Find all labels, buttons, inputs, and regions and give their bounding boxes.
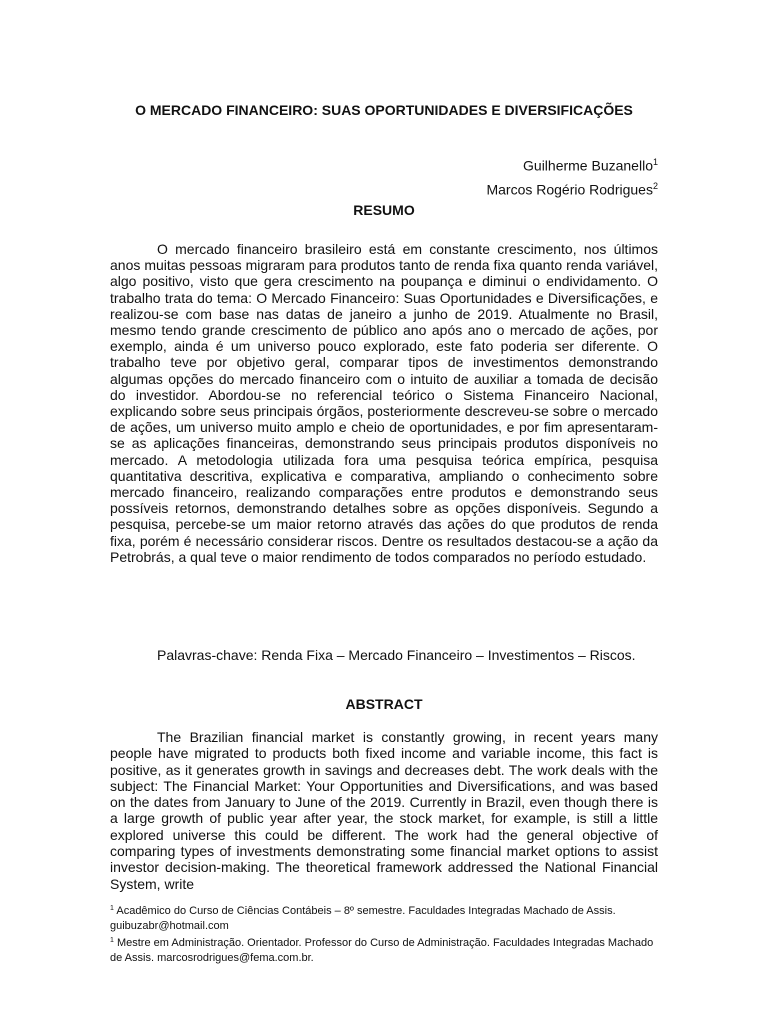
author-1: [486, 152, 658, 176]
footnote-marker: 2: [652, 180, 658, 191]
abstract-heading: ABSTRACT: [345, 696, 423, 712]
footnote-marker: 1: [110, 905, 114, 912]
resumo-body: O mercado financeiro brasileiro está em constante crescimento, nos últimos anos muitas pessoas migraram para produtos tanto de renda fixa quanto renda variável, algo positivo, visto que gera crescimento na poupança e diminui o endividamento. O trabalho trata do tema: O Mercado Financeiro: Suas Oportunidades e Diversificações, e realizou-se com base nas datas de janeiro a junho de 2019. Atualmente no Brasil, mesmo tendo grande crescimento de público ano após ano o mercado de ações, por exemplo, ainda é um universo pouco explorado, este fato poderia ser diferente. O trabalho teve por objetivo geral, comparar tipos de investimentos demonstrando algumas opções do mercado financeiro com o intuito de auxiliar a tomada de decisão do investidor. Abordou-se no referencial teórico o Sistema Financeiro Nacional, explicando sobre seus principais órgãos, posteriormente descreveu-se sobre o mercado de ações, um universo muito amplo e cheio de oportunidades, e por fim apresentaram-se as aplicações financeiras, demonstrando seus principais produtos disponíveis no mercado. A metodologia utilizada fora uma pesquisa teórica empírica, pesquisa quantitativa descritiva, explicativa e comparativa, ampliando o conhecimento sobre mercado financeiro, realizando comparações entre produtos e demonstrando seus possíveis retornos, demonstrando detalhes sobre as opções disponíveis. Segundo a pesquisa, percebe-se um maior retorno através das ações do que produtos de renda fixa, porém é necessário considerar riscos. Dentre os resultados destacou-se a ação da Petrobrás, a qual teve o maior rendimento de todos comparados no período estudado.: [110, 241, 658, 565]
author-name: Marcos Rogério Rodrigues: [486, 181, 653, 198]
footnote-text: Mestre em Administração. Orientador. Professor do Curso de Administração. Faculdades Integradas Machado de Assis. marcosrodrigues@fema.com.br.: [110, 937, 654, 964]
footnote-1: [110, 904, 658, 933]
footnote-marker: 1: [110, 937, 114, 944]
paper-title: O MERCADO FINANCEIRO: SUAS OPORTUNIDADES E DIVERSIFICAÇÕES: [135, 102, 633, 118]
footnote-2: [110, 936, 658, 965]
resumo-heading: RESUMO: [353, 202, 415, 218]
keywords: Palavras-chave: Renda Fixa – Mercado Financeiro – Investimentos – Riscos.: [157, 647, 636, 663]
author-list: [486, 152, 658, 199]
footnote-text: Acadêmico do Curso de Ciências Contábeis – 8º semestre. Faculdades Integradas Machado de Assis. guibuzabr@hotmail.com: [110, 905, 616, 932]
author-2: [486, 176, 658, 200]
abstract-body: The Brazilian financial market is constantly growing, in recent years many people have migrated to products both fixed income and variable income, this fact is positive, as it generates growth in savings and decreases debt. The work deals with the subject: The Financial Market: Your Opportunities and Diversifications, and was based on the dates from January to June of the 2019. Currently in Brazil, even though there is a large growth of public year after year, the stock market, for example, is still a little explored universe this could be different. The work had the general objective of comparing types of investments demonstrating some financial market options to assist investor decision-making. The theoretical framework addressed the National Financial System, write: [110, 729, 658, 892]
footnote-marker: 1: [652, 157, 658, 167]
footnotes: [110, 904, 658, 968]
author-name: Guilherme Buzanello: [523, 157, 653, 174]
